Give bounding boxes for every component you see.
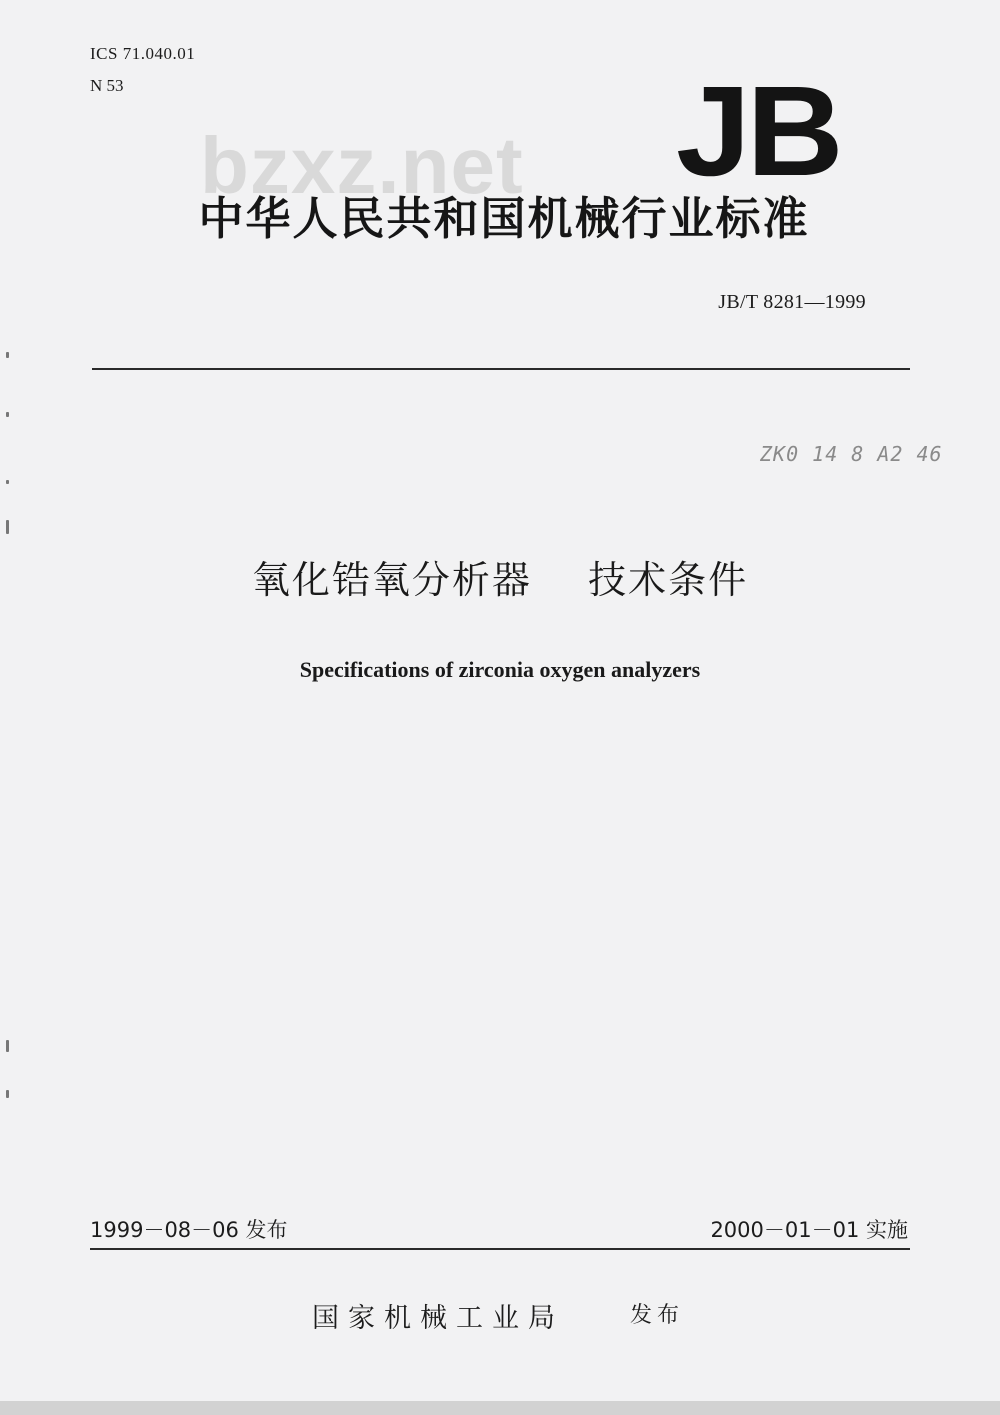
document-title-english: Specifications of zirconia oxygen analyzers: [299, 657, 701, 682]
scan-edge-mark: [6, 480, 9, 484]
implement-date: 2000－01－01 实施: [710, 1218, 908, 1242]
publisher-name: 国家机械工业局: [312, 1303, 564, 1334]
page-bottom-strip: [0, 1401, 1000, 1415]
issue-date: 1999－08－06 发布: [90, 1218, 288, 1242]
footer-divider: [90, 1248, 910, 1250]
scan-edge-mark: [6, 520, 9, 534]
handwritten-note: ZK0 14 8 A2 46: [760, 442, 943, 466]
standard-number: JB/T 8281—1999: [718, 291, 866, 313]
ccs-code: N 53: [90, 76, 124, 95]
page-title: 中华人民共和国机械行业标准: [198, 192, 810, 245]
scan-edge-mark: [6, 412, 9, 417]
scan-edge-mark: [6, 1040, 9, 1052]
publish-label: 发布: [630, 1303, 685, 1328]
watermark: bzxz.net: [200, 121, 524, 210]
document-title-chinese: 氧化锆氧分析器 技术条件: [251, 558, 749, 602]
scan-edge-mark: [6, 1090, 9, 1098]
ics-code: ICS 71.040.01: [90, 44, 196, 63]
jb-logo: JB: [676, 60, 840, 203]
scan-edge-mark: [6, 352, 9, 358]
header-divider: [92, 368, 910, 370]
